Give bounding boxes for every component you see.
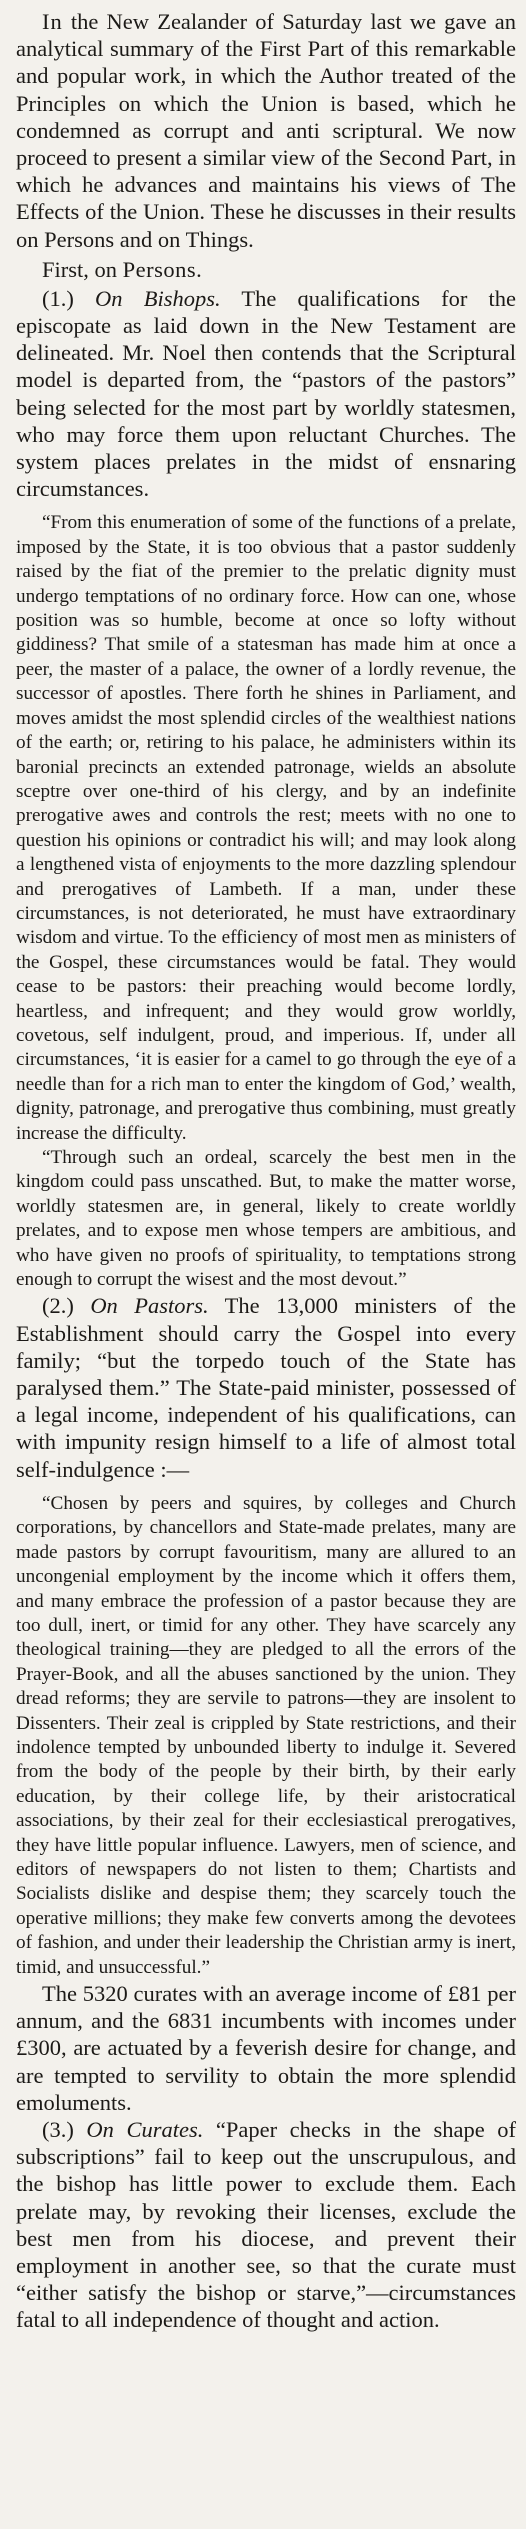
quote-chosen: “Chosen by peers and squires, by colleges and Church corporations, by chancellors and State-made prelates, many are made pastors by corrupt favouritism, many are allured to an uncongenial employment by the income which it offers them, and many embrace the profession of a pastor because they are too dull, inert, or timid for any other. They have scarcely any theological training—they are pledged to all the errors of the Prayer-Book, and all the abuses sanctioned by the union. They dread reforms; they are servile to patrons—they are insolent to Dissenters. Their zeal is crippled by State restrictions, and their indolence tempted by unbounded liberty to indulge it. Severed from the body of the people by their birth, by their early education, by their college life, by their aristocratical associations, by their zeal for their ecclesiastical prerogatives, they have little popular influence. Lawyers, men of science, and editors of newspapers do not listen to them; Chartists and Socialists dislike and despise them; they scarcely touch the operative millions; they make few converts among the devotees of fashion, and under their leadership the Christian army is inert, timid, and unsuccessful.” bbox=[16, 1492, 516, 1978]
bishops-paragraph bbox=[16, 285, 516, 503]
bishops-title: On Bishops. bbox=[95, 285, 221, 311]
bishops-text: The qualifications for the episcopate as laid down in the New Testament are delineated. Mr. Noel then contends that the Scriptural model is departed from, the “pastors of the pastors” being selected for the most part by worldly statesmen, who may force them upon reluctant Churches. The system places prelates in the midst of ensnaring circumstances. bbox=[16, 285, 517, 502]
intro-text: the New Zealander of Saturday last we gave an analytical summary of the First Part of this remarkable and popular work, in which the Author treated of the Principles on which the Union is based, which he condemned as corrupt and anti scriptural. We now proceed to present a similar view of the Second Part, in which he advances and maintains his views of The Effects of the Union. These he discusses in their results on Persons and on Things. bbox=[16, 9, 516, 252]
section-heading-persons bbox=[16, 255, 516, 285]
bishops-marker: (1.) bbox=[42, 285, 74, 311]
quote-ordeal: “Through such an ordeal, scarcely the best men in the kingdom could pass unscathed. But, to make the matter worse, worldly statesmen are, in general, likely to create worldly prelates, and to expose men whose tempers are ambitious, and who have given no proofs of spirituality, to temptations strong enough to corrupt the wisest and the most devout.” bbox=[16, 1147, 516, 1291]
pastors-title: On Pastors. bbox=[90, 1293, 209, 1319]
quote-prelates: “From this enumeration of some of the functions of a prelate, imposed by the State, it is too obvious that a pastor suddenly raised by the fiat of the premier to the prelatic dignity must undergo temptations of no ordinary force. How can one, whose position was so humble, become at once so lofty without giddiness? That smile of a statesman has made him at once a peer, the master of a palace, the owner of a lordly revenue, the successor of apostles. There forth he shines in Parliament, and moves amidst the most splendid circles of the wealthiest nations of the earth; or, retiring to his palace, he administers within its baronial precincts an extended patronage, wields an absolute sceptre over one-third of his clergy, and by an indefinite prerogative awes and controls the rest; meets with no one to question his opinions or contradict his will; and may look along a lengthened vista of enjoyments to the more dazzling splendour and prerogatives of Lambeth. If a man, under these circumstances, is not deteriorated, he must have extraordinary wisdom and virtue. To the efficiency of most men as ministers of the Gospel, these circumstances would be fatal. They would cease to be pastors: their preaching would become lordly, heartless, and infrequent; and they would grow worldly, covetous, self indulgent, proud, and imperious. If, under all circumstances, ‘it is easier for a camel to go through the eye of a needle than for a rich man to enter the kingdom of God,’ wealth, dignity, patronage, and prerogative thus combining, must greatly increase the difficulty. bbox=[16, 512, 516, 1144]
heading-word: Persons. bbox=[122, 256, 203, 282]
intro-paragraph bbox=[16, 8, 516, 253]
curates-title: On Curates. bbox=[86, 2117, 204, 2143]
pastors-marker: (2.) bbox=[42, 1293, 74, 1319]
drop-cap: In bbox=[42, 9, 63, 34]
pastors-text: The 13,000 ministers of the Establishment should carry the Gospel into every family; “but the torpedo touch of the State has paralysed them.” The State-paid minister, possessed of a legal income, independent of his qualifications, can with impunity resign himself to a life of almost total self-indulgence :— bbox=[16, 1293, 516, 1482]
curates-paragraph bbox=[16, 2116, 516, 2334]
curates-text: “Paper checks in the shape of subscriptions” fail to keep out the unscrupulous, and the bishop has little power to exclude them. Each prelate may, by revoking their licenses, exclude the best men from his diocese, and prevent their employment in another see, so that the curate must “either satisfy the bishop or starve,”—circumstances fatal to all independence of thought and action. bbox=[16, 2117, 517, 2333]
curates-income-paragraph: The 5320 curates with an average income of £81 per annum, and the 6831 incumbents with incomes under £300, are actuated by a feverish desire for change, and are tempted to servility to obtain the more splendid emoluments. bbox=[16, 1981, 516, 2115]
heading-prefix: First, on bbox=[42, 256, 118, 282]
curates-marker: (3.) bbox=[42, 2117, 74, 2143]
pastors-paragraph bbox=[16, 1292, 516, 1482]
